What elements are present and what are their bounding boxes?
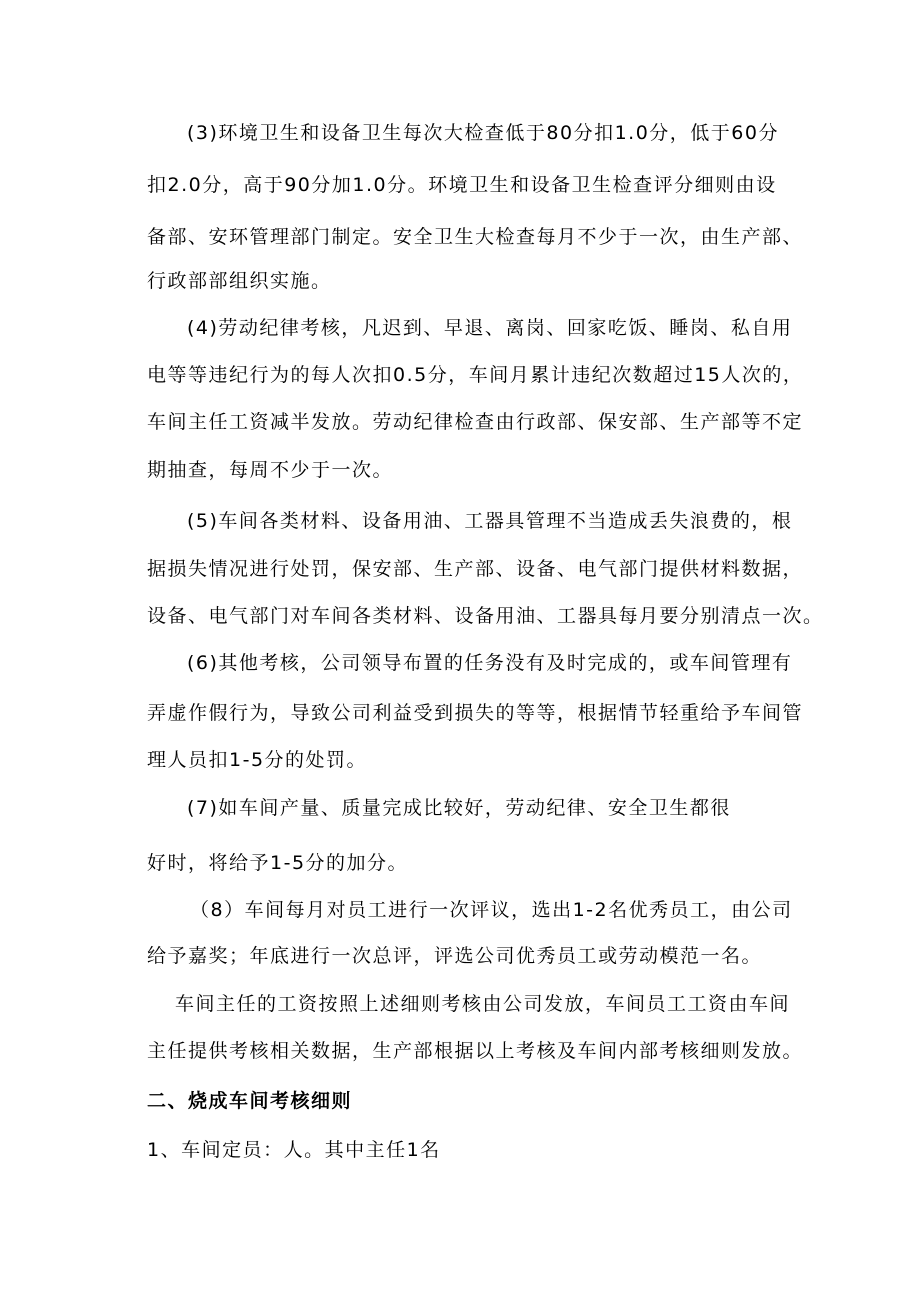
paragraph-7-line-2: 好时，将给予1-5分的加分。: [147, 852, 409, 874]
paragraph-5-line-1: (5)车间各类材料、设备用油、工器具管理不当造成丢失浪费的，根: [187, 510, 793, 532]
paragraph-3-line-1: (3)环境卫生和设备卫生每次大检查低于80分扣1.0分，低于60分: [187, 122, 779, 144]
paragraph-7-line-1: (7)如车间产量、质量完成比较好，劳动纪律、安全卫生都很: [187, 797, 731, 819]
paragraph-8-line-2: 给予嘉奖；年底进行一次总评，评选公司优秀员工或劳动模范一名。: [147, 945, 763, 967]
staffing-line: 1、车间定员：人。其中主任1名: [147, 1139, 441, 1161]
paragraph-4-line-3: 车间主任工资减半发放。劳动纪律检查由行政部、保安部、生产部等不定: [147, 411, 804, 433]
paragraph-6-line-1: (6)其他考核，公司领导布置的任务没有及时完成的，或车间管理有: [187, 652, 793, 674]
summary-line-1: 车间主任的工资按照上述细则考核由公司发放，车间员工工资由车间: [175, 993, 791, 1015]
section-heading: 二、烧成车间考核细则: [147, 1090, 353, 1112]
paragraph-4-line-4: 期抽查，每周不少于一次。: [147, 459, 394, 481]
paragraph-5-line-3: 设备、电气部门对车间各类材料、设备用油、工器具每月要分别清点一次。: [147, 605, 824, 627]
paragraph-3-line-3: 备部、安环管理部门制定。安全卫生大检查每月不少于一次，由生产部、: [147, 226, 804, 248]
paragraph-8-line-1: （8）车间每月对员工进行一次评议，选出1-2名优秀员工，由公司: [190, 899, 793, 921]
paragraph-6-line-3: 理人员扣1-5分的处罚。: [147, 749, 368, 771]
paragraph-4-line-1: (4)劳动纪律考核，凡迟到、早退、离岗、回家吃饭、睡岗、私自用: [187, 317, 793, 339]
summary-line-2: 主任提供考核相关数据，生产部根据以上考核及车间内部考核细则发放。: [147, 1040, 804, 1062]
paragraph-6-line-2: 弄虚作假行为，导致公司利益受到损失的等等，根据情节轻重给予车间管: [147, 702, 804, 724]
paragraph-3-line-2: 扣2.0分，高于90分加1.0分。环境卫生和设备卫生检查评分细则由设: [147, 174, 777, 196]
paragraph-5-line-2: 据损失情况进行处罚，保安部、生产部、设备、电气部门提供材料数据，: [147, 558, 804, 580]
paragraph-3-line-4: 行政部部组织实施。: [147, 270, 332, 292]
paragraph-4-line-2: 电等等违纪行为的每人次扣0.5分，车间月累计违纪次数超过15人次的，: [147, 364, 804, 386]
